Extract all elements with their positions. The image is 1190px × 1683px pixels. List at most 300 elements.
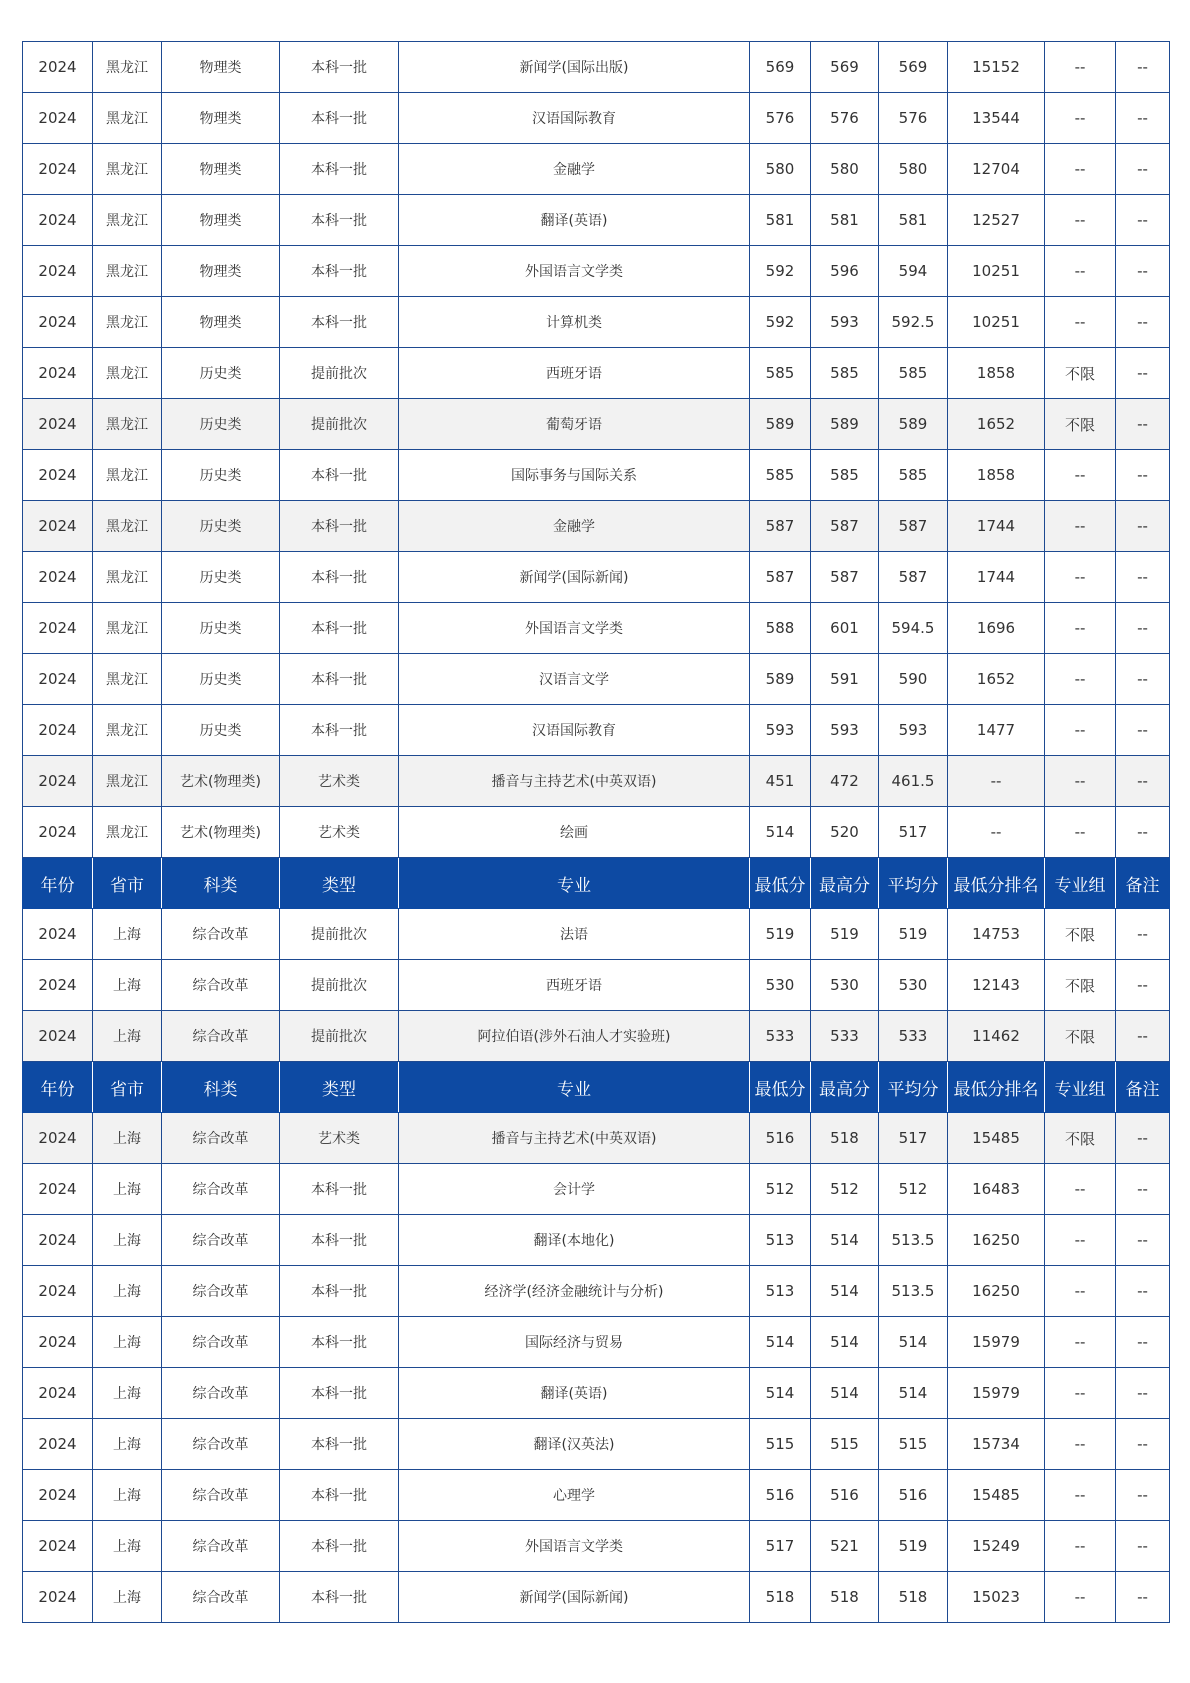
cell-avg-score: 516 [879, 1470, 948, 1521]
table-row [23, 756, 1170, 807]
cell-max-score: 533 [811, 1011, 879, 1062]
cell-remarks: -- [1116, 1317, 1170, 1368]
cell-subject-category: 历史类 [162, 654, 280, 705]
cell-major: 外国语言文学类 [399, 1521, 750, 1572]
cell-avg-score: 530 [879, 960, 948, 1011]
cell-batch-type: 本科一批 [280, 297, 399, 348]
cell-batch-type: 本科一批 [280, 552, 399, 603]
cell-major-group: -- [1045, 1419, 1116, 1470]
cell-remarks: -- [1116, 1164, 1170, 1215]
cell-subject-category: 历史类 [162, 501, 280, 552]
table-row [23, 909, 1170, 960]
cell-subject-category: 综合改革 [162, 960, 280, 1011]
table-row [23, 144, 1170, 195]
table-row [23, 1419, 1170, 1470]
cell-remarks: -- [1116, 42, 1170, 93]
cell-max-score: 585 [811, 450, 879, 501]
cell-batch-type: 本科一批 [280, 42, 399, 93]
cell-subject-category: 物理类 [162, 246, 280, 297]
cell-batch-type: 艺术类 [280, 807, 399, 858]
cell-major-group: -- [1045, 144, 1116, 195]
cell-province: 上海 [93, 1113, 162, 1164]
header-cell-province: 省市 [93, 858, 162, 909]
cell-min-score-rank: 15485 [948, 1113, 1045, 1164]
cell-max-score: 587 [811, 552, 879, 603]
cell-remarks: -- [1116, 960, 1170, 1011]
cell-major: 外国语言文学类 [399, 246, 750, 297]
cell-year: 2024 [23, 1113, 93, 1164]
cell-min-score: 581 [750, 195, 811, 246]
cell-remarks: -- [1116, 1011, 1170, 1062]
cell-province: 黑龙江 [93, 450, 162, 501]
cell-major: 阿拉伯语(涉外石油人才实验班) [399, 1011, 750, 1062]
cell-min-score: 512 [750, 1164, 811, 1215]
cell-year: 2024 [23, 909, 93, 960]
cell-min-score: 530 [750, 960, 811, 1011]
cell-major: 翻译(英语) [399, 195, 750, 246]
cell-year: 2024 [23, 807, 93, 858]
cell-avg-score: 461.5 [879, 756, 948, 807]
cell-max-score: 520 [811, 807, 879, 858]
cell-major: 新闻学(国际新闻) [399, 1572, 750, 1623]
cell-max-score: 593 [811, 705, 879, 756]
cell-batch-type: 提前批次 [280, 960, 399, 1011]
cell-avg-score: 576 [879, 93, 948, 144]
cell-province: 上海 [93, 1011, 162, 1062]
cell-batch-type: 本科一批 [280, 1164, 399, 1215]
table-row [23, 93, 1170, 144]
cell-subject-category: 综合改革 [162, 1215, 280, 1266]
cell-min-score-rank: 1858 [948, 348, 1045, 399]
table-row [23, 42, 1170, 93]
cell-min-score: 451 [750, 756, 811, 807]
cell-subject-category: 综合改革 [162, 1164, 280, 1215]
cell-major-group: -- [1045, 756, 1116, 807]
cell-subject-category: 综合改革 [162, 1266, 280, 1317]
table-row [23, 1215, 1170, 1266]
cell-province: 上海 [93, 1419, 162, 1470]
header-cell-subject-category: 科类 [162, 1062, 280, 1113]
cell-avg-score: 569 [879, 42, 948, 93]
cell-subject-category: 综合改革 [162, 1470, 280, 1521]
cell-min-score-rank: 1652 [948, 654, 1045, 705]
cell-year: 2024 [23, 603, 93, 654]
cell-major: 汉语国际教育 [399, 705, 750, 756]
cell-min-score-rank: 16250 [948, 1266, 1045, 1317]
cell-remarks: -- [1116, 909, 1170, 960]
cell-subject-category: 物理类 [162, 195, 280, 246]
cell-avg-score: 590 [879, 654, 948, 705]
cell-major-group: -- [1045, 42, 1116, 93]
cell-max-score: 585 [811, 348, 879, 399]
cell-avg-score: 587 [879, 552, 948, 603]
table-row [23, 348, 1170, 399]
cell-subject-category: 综合改革 [162, 1113, 280, 1164]
cell-min-score: 589 [750, 399, 811, 450]
table-row [23, 1011, 1170, 1062]
cell-min-score-rank: 16483 [948, 1164, 1045, 1215]
header-cell-batch-type: 类型 [280, 1062, 399, 1113]
table-row [23, 1368, 1170, 1419]
header-cell-batch-type: 类型 [280, 858, 399, 909]
cell-major-group: -- [1045, 603, 1116, 654]
cell-major-group: -- [1045, 501, 1116, 552]
cell-major-group: -- [1045, 1470, 1116, 1521]
cell-remarks: -- [1116, 1419, 1170, 1470]
table-row [23, 1470, 1170, 1521]
header-cell-avg-score: 平均分 [879, 1062, 948, 1113]
cell-batch-type: 本科一批 [280, 603, 399, 654]
cell-min-score-rank: 12527 [948, 195, 1045, 246]
cell-batch-type: 提前批次 [280, 1011, 399, 1062]
cell-subject-category: 综合改革 [162, 1572, 280, 1623]
cell-min-score: 569 [750, 42, 811, 93]
cell-remarks: -- [1116, 501, 1170, 552]
cell-batch-type: 本科一批 [280, 705, 399, 756]
cell-province: 上海 [93, 1470, 162, 1521]
cell-remarks: -- [1116, 399, 1170, 450]
cell-min-score: 593 [750, 705, 811, 756]
table-row [23, 654, 1170, 705]
cell-remarks: -- [1116, 450, 1170, 501]
cell-province: 上海 [93, 1368, 162, 1419]
cell-major-group: -- [1045, 1317, 1116, 1368]
cell-province: 黑龙江 [93, 42, 162, 93]
cell-province: 黑龙江 [93, 603, 162, 654]
cell-min-score: 533 [750, 1011, 811, 1062]
cell-batch-type: 本科一批 [280, 1521, 399, 1572]
cell-subject-category: 历史类 [162, 450, 280, 501]
header-cell-year: 年份 [23, 858, 93, 909]
cell-min-score-rank: 15152 [948, 42, 1045, 93]
cell-year: 2024 [23, 1317, 93, 1368]
cell-remarks: -- [1116, 654, 1170, 705]
cell-batch-type: 本科一批 [280, 93, 399, 144]
cell-subject-category: 历史类 [162, 705, 280, 756]
cell-batch-type: 本科一批 [280, 1215, 399, 1266]
cell-max-score: 530 [811, 960, 879, 1011]
cell-year: 2024 [23, 654, 93, 705]
cell-min-score: 514 [750, 1368, 811, 1419]
cell-avg-score: 519 [879, 1521, 948, 1572]
header-cell-min-score: 最低分 [750, 1062, 811, 1113]
cell-batch-type: 本科一批 [280, 1572, 399, 1623]
cell-year: 2024 [23, 1215, 93, 1266]
cell-province: 黑龙江 [93, 348, 162, 399]
cell-major-group: -- [1045, 93, 1116, 144]
cell-province: 黑龙江 [93, 246, 162, 297]
cell-avg-score: 592.5 [879, 297, 948, 348]
cell-year: 2024 [23, 705, 93, 756]
cell-major: 心理学 [399, 1470, 750, 1521]
cell-major-group: 不限 [1045, 909, 1116, 960]
cell-major-group: -- [1045, 705, 1116, 756]
header-cell-province: 省市 [93, 1062, 162, 1113]
header-cell-year: 年份 [23, 1062, 93, 1113]
cell-remarks: -- [1116, 1113, 1170, 1164]
cell-min-score-rank: 15485 [948, 1470, 1045, 1521]
cell-remarks: -- [1116, 705, 1170, 756]
header-cell-max-score: 最高分 [811, 1062, 879, 1113]
cell-min-score-rank: 15734 [948, 1419, 1045, 1470]
cell-subject-category: 艺术(物理类) [162, 756, 280, 807]
cell-batch-type: 本科一批 [280, 654, 399, 705]
cell-subject-category: 综合改革 [162, 1521, 280, 1572]
cell-remarks: -- [1116, 807, 1170, 858]
cell-batch-type: 本科一批 [280, 246, 399, 297]
cell-province: 黑龙江 [93, 807, 162, 858]
cell-remarks: -- [1116, 348, 1170, 399]
cell-subject-category: 历史类 [162, 348, 280, 399]
cell-min-score: 514 [750, 1317, 811, 1368]
cell-min-score-rank: 1744 [948, 501, 1045, 552]
cell-year: 2024 [23, 450, 93, 501]
cell-min-score: 587 [750, 552, 811, 603]
table-row [23, 1521, 1170, 1572]
cell-min-score-rank: 12143 [948, 960, 1045, 1011]
cell-min-score-rank: 1652 [948, 399, 1045, 450]
cell-province: 黑龙江 [93, 399, 162, 450]
cell-avg-score: 581 [879, 195, 948, 246]
cell-year: 2024 [23, 1572, 93, 1623]
cell-avg-score: 519 [879, 909, 948, 960]
cell-major: 西班牙语 [399, 960, 750, 1011]
cell-major: 播音与主持艺术(中英双语) [399, 1113, 750, 1164]
cell-batch-type: 本科一批 [280, 1470, 399, 1521]
cell-remarks: -- [1116, 1521, 1170, 1572]
cell-major: 外国语言文学类 [399, 603, 750, 654]
cell-major: 国际经济与贸易 [399, 1317, 750, 1368]
cell-avg-score: 513.5 [879, 1215, 948, 1266]
cell-min-score-rank: -- [948, 807, 1045, 858]
cell-major: 金融学 [399, 144, 750, 195]
table-row [23, 1317, 1170, 1368]
cell-avg-score: 594.5 [879, 603, 948, 654]
cell-major: 会计学 [399, 1164, 750, 1215]
header-cell-min-score: 最低分 [750, 858, 811, 909]
cell-max-score: 518 [811, 1113, 879, 1164]
cell-major: 翻译(英语) [399, 1368, 750, 1419]
cell-major-group: 不限 [1045, 1113, 1116, 1164]
cell-min-score: 513 [750, 1266, 811, 1317]
cell-year: 2024 [23, 960, 93, 1011]
cell-batch-type: 本科一批 [280, 1368, 399, 1419]
cell-max-score: 514 [811, 1215, 879, 1266]
cell-min-score: 517 [750, 1521, 811, 1572]
table-header-row [23, 1062, 1170, 1113]
header-cell-subject-category: 科类 [162, 858, 280, 909]
cell-province: 上海 [93, 1266, 162, 1317]
cell-major-group: -- [1045, 807, 1116, 858]
table-row [23, 1572, 1170, 1623]
cell-province: 黑龙江 [93, 144, 162, 195]
cell-min-score-rank: 16250 [948, 1215, 1045, 1266]
cell-major: 葡萄牙语 [399, 399, 750, 450]
cell-min-score: 513 [750, 1215, 811, 1266]
cell-major-group: 不限 [1045, 399, 1116, 450]
cell-max-score: 514 [811, 1266, 879, 1317]
cell-major: 翻译(本地化) [399, 1215, 750, 1266]
cell-batch-type: 本科一批 [280, 450, 399, 501]
cell-province: 黑龙江 [93, 705, 162, 756]
cell-year: 2024 [23, 1470, 93, 1521]
cell-avg-score: 594 [879, 246, 948, 297]
cell-province: 上海 [93, 1215, 162, 1266]
cell-year: 2024 [23, 1419, 93, 1470]
header-cell-remarks: 备注 [1116, 858, 1170, 909]
cell-remarks: -- [1116, 756, 1170, 807]
cell-remarks: -- [1116, 93, 1170, 144]
cell-year: 2024 [23, 756, 93, 807]
cell-year: 2024 [23, 399, 93, 450]
cell-province: 上海 [93, 1572, 162, 1623]
header-cell-max-score: 最高分 [811, 858, 879, 909]
cell-avg-score: 514 [879, 1317, 948, 1368]
cell-max-score: 581 [811, 195, 879, 246]
cell-subject-category: 综合改革 [162, 1368, 280, 1419]
cell-max-score: 519 [811, 909, 879, 960]
cell-min-score-rank: 15979 [948, 1317, 1045, 1368]
cell-avg-score: 533 [879, 1011, 948, 1062]
cell-remarks: -- [1116, 246, 1170, 297]
cell-max-score: 569 [811, 42, 879, 93]
cell-major-group: 不限 [1045, 960, 1116, 1011]
cell-year: 2024 [23, 144, 93, 195]
cell-avg-score: 585 [879, 348, 948, 399]
cell-max-score: 580 [811, 144, 879, 195]
cell-batch-type: 本科一批 [280, 195, 399, 246]
cell-max-score: 521 [811, 1521, 879, 1572]
cell-major-group: -- [1045, 195, 1116, 246]
cell-min-score-rank: 13544 [948, 93, 1045, 144]
cell-year: 2024 [23, 1164, 93, 1215]
cell-max-score: 514 [811, 1368, 879, 1419]
cell-max-score: 596 [811, 246, 879, 297]
cell-major: 新闻学(国际新闻) [399, 552, 750, 603]
table-row [23, 195, 1170, 246]
cell-major-group: -- [1045, 297, 1116, 348]
cell-max-score: 587 [811, 501, 879, 552]
cell-remarks: -- [1116, 1470, 1170, 1521]
cell-major-group: -- [1045, 246, 1116, 297]
cell-major: 西班牙语 [399, 348, 750, 399]
table-row [23, 1113, 1170, 1164]
cell-avg-score: 589 [879, 399, 948, 450]
cell-major-group: -- [1045, 1368, 1116, 1419]
cell-min-score: 518 [750, 1572, 811, 1623]
cell-batch-type: 本科一批 [280, 144, 399, 195]
cell-remarks: -- [1116, 144, 1170, 195]
cell-major-group: -- [1045, 1164, 1116, 1215]
cell-min-score-rank: 15023 [948, 1572, 1045, 1623]
cell-avg-score: 580 [879, 144, 948, 195]
header-cell-remarks: 备注 [1116, 1062, 1170, 1113]
cell-avg-score: 515 [879, 1419, 948, 1470]
cell-province: 黑龙江 [93, 756, 162, 807]
cell-major: 汉语国际教育 [399, 93, 750, 144]
cell-remarks: -- [1116, 603, 1170, 654]
cell-major-group: -- [1045, 1266, 1116, 1317]
cell-year: 2024 [23, 195, 93, 246]
cell-avg-score: 517 [879, 807, 948, 858]
cell-batch-type: 艺术类 [280, 756, 399, 807]
table-body [23, 42, 1170, 1623]
cell-province: 黑龙江 [93, 93, 162, 144]
cell-major: 绘画 [399, 807, 750, 858]
cell-subject-category: 物理类 [162, 297, 280, 348]
cell-province: 上海 [93, 1317, 162, 1368]
table-row [23, 807, 1170, 858]
cell-remarks: -- [1116, 552, 1170, 603]
cell-year: 2024 [23, 552, 93, 603]
cell-year: 2024 [23, 1011, 93, 1062]
header-cell-major: 专业 [399, 858, 750, 909]
cell-avg-score: 513.5 [879, 1266, 948, 1317]
table-row [23, 501, 1170, 552]
cell-max-score: 591 [811, 654, 879, 705]
cell-min-score-rank: 1477 [948, 705, 1045, 756]
table-row [23, 450, 1170, 501]
cell-min-score: 588 [750, 603, 811, 654]
cell-max-score: 514 [811, 1317, 879, 1368]
cell-max-score: 518 [811, 1572, 879, 1623]
cell-batch-type: 本科一批 [280, 1419, 399, 1470]
cell-major: 金融学 [399, 501, 750, 552]
cell-min-score-rank: 1858 [948, 450, 1045, 501]
cell-province: 上海 [93, 1164, 162, 1215]
cell-major-group: -- [1045, 1215, 1116, 1266]
header-cell-major: 专业 [399, 1062, 750, 1113]
cell-max-score: 601 [811, 603, 879, 654]
cell-subject-category: 历史类 [162, 603, 280, 654]
cell-province: 上海 [93, 1521, 162, 1572]
cell-major: 汉语言文学 [399, 654, 750, 705]
table-header-row [23, 858, 1170, 909]
cell-min-score-rank: 11462 [948, 1011, 1045, 1062]
table-row [23, 603, 1170, 654]
cell-max-score: 516 [811, 1470, 879, 1521]
cell-min-score: 576 [750, 93, 811, 144]
cell-province: 上海 [93, 960, 162, 1011]
cell-min-score: 585 [750, 450, 811, 501]
table-row [23, 1266, 1170, 1317]
cell-province: 黑龙江 [93, 501, 162, 552]
cell-avg-score: 517 [879, 1113, 948, 1164]
cell-min-score-rank: 15249 [948, 1521, 1045, 1572]
cell-remarks: -- [1116, 195, 1170, 246]
cell-province: 黑龙江 [93, 297, 162, 348]
cell-min-score: 514 [750, 807, 811, 858]
cell-min-score: 515 [750, 1419, 811, 1470]
cell-max-score: 576 [811, 93, 879, 144]
cell-major: 新闻学(国际出版) [399, 42, 750, 93]
cell-remarks: -- [1116, 1215, 1170, 1266]
cell-min-score: 592 [750, 297, 811, 348]
cell-batch-type: 艺术类 [280, 1113, 399, 1164]
cell-min-score-rank: 14753 [948, 909, 1045, 960]
cell-year: 2024 [23, 1521, 93, 1572]
cell-year: 2024 [23, 93, 93, 144]
table-row [23, 552, 1170, 603]
cell-year: 2024 [23, 246, 93, 297]
cell-avg-score: 512 [879, 1164, 948, 1215]
table-row [23, 1164, 1170, 1215]
cell-min-score-rank: 10251 [948, 246, 1045, 297]
table-row [23, 399, 1170, 450]
cell-subject-category: 综合改革 [162, 1011, 280, 1062]
cell-min-score: 587 [750, 501, 811, 552]
header-cell-min-score-rank: 最低分排名 [948, 1062, 1045, 1113]
